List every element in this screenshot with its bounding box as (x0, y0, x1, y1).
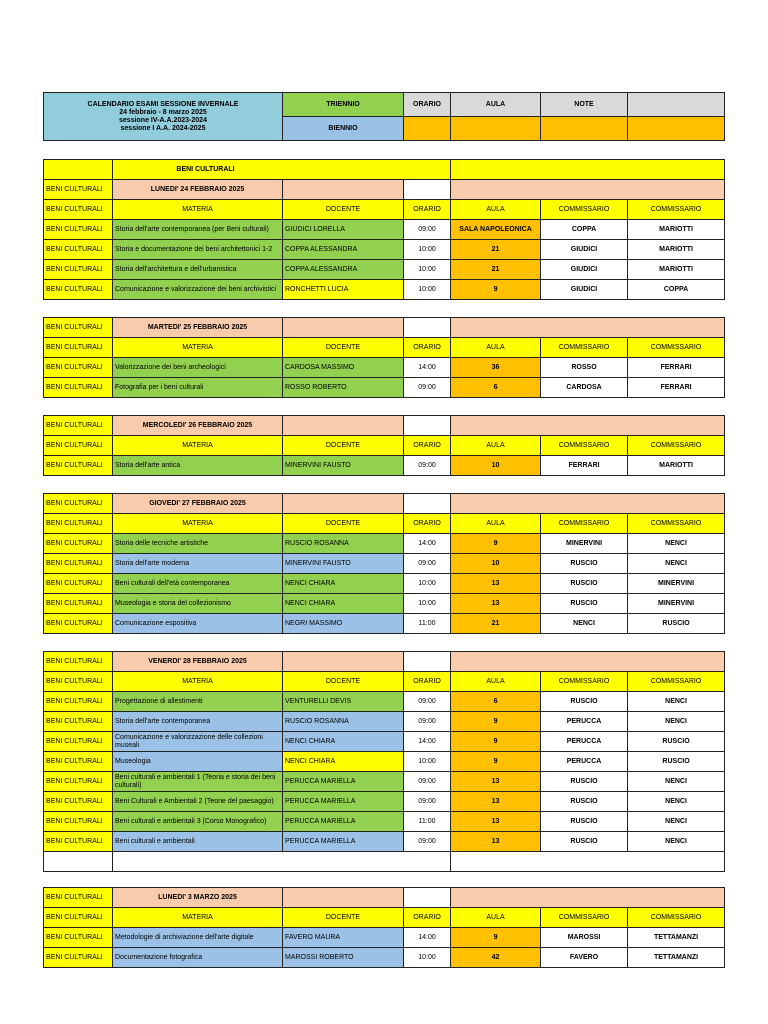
header-blank-cell (628, 93, 725, 117)
day-header-blank (404, 416, 451, 436)
aula-cell: 13 (451, 574, 541, 594)
row-label: BENI CULTURALI (44, 928, 113, 948)
row-label: BENI CULTURALI (44, 456, 113, 476)
aula-header: AULA (451, 514, 541, 534)
docente-cell: NENCI CHIARA (283, 594, 404, 614)
row-label: BENI CULTURALI (44, 240, 113, 260)
aula-cell: 10 (451, 456, 541, 476)
materia-header: MATERIA (113, 338, 283, 358)
day-header-blank (404, 652, 451, 672)
aula-cell: 13 (451, 594, 541, 614)
commissario-cell: MINERVINI (541, 534, 628, 554)
exam-row (44, 260, 725, 280)
docente-cell: COPPA ALESSANDRA (283, 260, 404, 280)
row-label: BENI CULTURALI (44, 358, 113, 378)
commissario-header: COMMISSARIO (541, 200, 628, 220)
aula-header: AULA (451, 436, 541, 456)
orario-cell: 09:00 (404, 554, 451, 574)
blank-cell (113, 852, 451, 872)
aula-cell: 13 (451, 832, 541, 852)
materia-cell: Beni culturali e ambientali (113, 832, 283, 852)
commissario-cell: TETTAMANZI (628, 928, 725, 948)
day-label: BENI CULTURALI (44, 318, 113, 338)
section-title-row (44, 160, 725, 180)
exam-row (44, 220, 725, 240)
materia-cell: Documentazione fotografica (113, 948, 283, 968)
row-label: BENI CULTURALI (44, 220, 113, 240)
title-line-4: sessione I A.A. 2024-2025 (120, 124, 206, 132)
day-header-row (44, 180, 725, 200)
exam-row (44, 752, 725, 772)
orario-cell: 11:00 (404, 812, 451, 832)
commissario-header: COMMISSARIO (628, 672, 725, 692)
row-label: BENI CULTURALI (44, 554, 113, 574)
docente-header: DOCENTE (283, 908, 404, 928)
row-label: BENI CULTURALI (44, 712, 113, 732)
commissario-cell: COPPA (541, 220, 628, 240)
commissario-cell: TETTAMANZI (628, 948, 725, 968)
exam-row (44, 928, 725, 948)
commissario-cell: NENCI (628, 772, 725, 792)
commissario-cell: RUSCIO (541, 812, 628, 832)
orario-header: ORARIO (404, 908, 451, 928)
aula-cell: SALA NAPOLEONICA (451, 220, 541, 240)
docente-header: DOCENTE (283, 338, 404, 358)
row-label: BENI CULTURALI (44, 752, 113, 772)
materia-cell: Museologia e storia del collezionismo (113, 594, 283, 614)
docente-header: DOCENTE (283, 514, 404, 534)
exam-calendar-sheet (43, 92, 724, 968)
aula-cell: 13 (451, 792, 541, 812)
materia-cell: Storia dell'architettura e dell'urbanistica (113, 260, 283, 280)
orario-cell: 09:00 (404, 378, 451, 398)
day-label: BENI CULTURALI (44, 652, 113, 672)
row-label: BENI CULTURALI (44, 594, 113, 614)
day-header-blank (451, 888, 725, 908)
spacer-row (44, 300, 725, 318)
docente-header: DOCENTE (283, 672, 404, 692)
orario-cell: 10:00 (404, 948, 451, 968)
orario-cell: 10:00 (404, 594, 451, 614)
materia-cell: Storia dell'arte contemporanea (per Beni culturali) (113, 220, 283, 240)
docente-cell: COPPA ALESSANDRA (283, 240, 404, 260)
exam-row (44, 358, 725, 378)
row-label: BENI CULTURALI (44, 436, 113, 456)
aula-cell: 21 (451, 240, 541, 260)
docente-cell: ROSSO ROBERTO (283, 378, 404, 398)
aula-header: AULA (451, 93, 541, 117)
orario-header: ORARIO (404, 338, 451, 358)
row-label: BENI CULTURALI (44, 614, 113, 634)
day-date: LUNEDI' 3 MARZO 2025 (113, 888, 283, 908)
day-date: MARTEDI' 25 FEBBRAIO 2025 (113, 318, 283, 338)
commissario-cell: MARIOTTI (628, 240, 725, 260)
aula-header: AULA (451, 200, 541, 220)
orario-header: ORARIO (404, 93, 451, 117)
row-label: BENI CULTURALI (44, 200, 113, 220)
aula-cell: 21 (451, 260, 541, 280)
commissario-cell: RUSCIO (541, 594, 628, 614)
orario-cell: 10:00 (404, 752, 451, 772)
row-label: BENI CULTURALI (44, 672, 113, 692)
section-title: BENI CULTURALI (176, 165, 235, 173)
docente-cell: PERUCCA MARIELLA (283, 832, 404, 852)
docente-header: DOCENTE (283, 436, 404, 456)
orario-cell: 10:00 (404, 260, 451, 280)
day-date: LUNEDI' 24 FEBBRAIO 2025 (113, 180, 283, 200)
aula-cell: 10 (451, 554, 541, 574)
aula-cell: 6 (451, 378, 541, 398)
materia-cell: Comunicazione e valorizzazione dei beni archivistici (113, 280, 283, 300)
commissario-cell: FAVERO (541, 948, 628, 968)
day-header-blank (283, 494, 404, 514)
commissario-cell: FERRARI (628, 358, 725, 378)
blank-cell (44, 852, 113, 872)
docente-cell: FAVERO MAURA (283, 928, 404, 948)
schedule-body (44, 160, 725, 968)
aula-cell: 13 (451, 772, 541, 792)
day-header-blank (451, 652, 725, 672)
triennio-legend: TRIENNIO (283, 93, 404, 117)
commissario-cell: GIUDICI (541, 260, 628, 280)
column-header-row (44, 436, 725, 456)
commissario-cell: NENCI (541, 614, 628, 634)
materia-cell: Fotografia per i beni culturali (113, 378, 283, 398)
commissario-cell: NENCI (628, 832, 725, 852)
commissario-cell: CARDOSA (541, 378, 628, 398)
biennio-legend: BIENNIO (283, 117, 404, 141)
orario-cell: 10:00 (404, 240, 451, 260)
materia-cell: Storia delle tecniche artistiche (113, 534, 283, 554)
spacer-row (44, 872, 725, 888)
aula-header: AULA (451, 338, 541, 358)
blank-cell (451, 852, 725, 872)
orario-header: ORARIO (404, 514, 451, 534)
day-header-row (44, 318, 725, 338)
docente-cell: PERUCCA MARIELLA (283, 792, 404, 812)
materia-header: MATERIA (113, 672, 283, 692)
materia-cell: Comunicazione e valorizzazione delle collezioni museali (113, 732, 283, 752)
aula-cell: 9 (451, 928, 541, 948)
day-label: BENI CULTURALI (44, 180, 113, 200)
commissario-cell: RUSCIO (541, 554, 628, 574)
orario-cell: 09:00 (404, 712, 451, 732)
materia-cell: Comunicazione espositiva (113, 614, 283, 634)
docente-cell: GIUDICI LORELLA (283, 220, 404, 240)
commissario-cell: PERUCCA (541, 712, 628, 732)
docente-cell: RUSCIO ROSANNA (283, 712, 404, 732)
docente-cell: RONCHETTI LUCIA (283, 280, 404, 300)
row-label: BENI CULTURALI (44, 260, 113, 280)
commissario-header: COMMISSARIO (541, 908, 628, 928)
note-header: NOTE (541, 93, 628, 117)
aula-cell: 42 (451, 948, 541, 968)
commissario-cell: RUSCIO (541, 574, 628, 594)
day-header-row (44, 652, 725, 672)
exam-row (44, 792, 725, 812)
row-label: BENI CULTURALI (44, 574, 113, 594)
commissario-cell: RUSCIO (628, 732, 725, 752)
row-label: BENI CULTURALI (44, 514, 113, 534)
materia-header: MATERIA (113, 514, 283, 534)
aula-cell: 6 (451, 692, 541, 712)
commissario-cell: NENCI (628, 792, 725, 812)
commissario-cell: PERUCCA (541, 732, 628, 752)
header-orange-cell (451, 117, 541, 141)
spacer-row (44, 398, 725, 416)
materia-cell: Valorizzazione dei beni archeologici (113, 358, 283, 378)
commissario-cell: RUSCIO (541, 832, 628, 852)
calendar-title (44, 93, 283, 141)
aula-header: AULA (451, 672, 541, 692)
commissario-cell: GIUDICI (541, 280, 628, 300)
materia-cell: Storia dell'arte contemporanea (113, 712, 283, 732)
commissario-cell: GIUDICI (541, 240, 628, 260)
day-header-row (44, 888, 725, 908)
column-header-row (44, 672, 725, 692)
commissario-header: COMMISSARIO (628, 514, 725, 534)
materia-cell: Beni culturali e ambientali 3 (Corso Monografico) (113, 812, 283, 832)
commissario-cell: MARIOTTI (628, 220, 725, 240)
day-date: GIOVEDI' 27 FEBBRAIO 2025 (113, 494, 283, 514)
materia-cell: Storia e documentazione dei beni architettonici 1-2 (113, 240, 283, 260)
exam-row (44, 732, 725, 752)
docente-cell: NENCI CHIARA (283, 732, 404, 752)
orario-cell: 10:00 (404, 574, 451, 594)
day-header-blank (283, 318, 404, 338)
orario-cell: 09:00 (404, 792, 451, 812)
orario-cell: 14:00 (404, 928, 451, 948)
exam-row (44, 378, 725, 398)
orario-header: ORARIO (404, 436, 451, 456)
column-header-row (44, 338, 725, 358)
aula-header: AULA (451, 908, 541, 928)
materia-cell: Storia dell'arte moderna (113, 554, 283, 574)
commissario-cell: RUSCIO (541, 772, 628, 792)
commissario-cell: MARIOTTI (628, 456, 725, 476)
column-header-row (44, 908, 725, 928)
docente-cell: PERUCCA MARIELLA (283, 772, 404, 792)
column-header-row (44, 514, 725, 534)
exam-row (44, 712, 725, 732)
day-header-blank (404, 180, 451, 200)
commissario-cell: MAROSSI (541, 928, 628, 948)
header-orange-cell (404, 117, 451, 141)
commissario-header: COMMISSARIO (628, 436, 725, 456)
spacer-row (44, 476, 725, 494)
materia-cell: Beni culturali e ambientali 1 (Teoria e storia dei beni culturali) (113, 772, 283, 792)
commissario-cell: PERUCCA (541, 752, 628, 772)
row-label: BENI CULTURALI (44, 832, 113, 852)
materia-header: MATERIA (113, 200, 283, 220)
materia-header: MATERIA (113, 908, 283, 928)
day-header-blank (404, 494, 451, 514)
docente-header: DOCENTE (283, 200, 404, 220)
row-label: BENI CULTURALI (44, 280, 113, 300)
commissario-cell: NENCI (628, 712, 725, 732)
orario-cell: 09:00 (404, 220, 451, 240)
orario-cell: 09:00 (404, 692, 451, 712)
commissario-header: COMMISSARIO (541, 436, 628, 456)
exam-row (44, 554, 725, 574)
docente-cell: PERUCCA MARIELLA (283, 812, 404, 832)
commissario-cell: MARIOTTI (628, 260, 725, 280)
row-label: BENI CULTURALI (44, 692, 113, 712)
commissario-cell: RUSCIO (541, 692, 628, 712)
orario-cell: 09:00 (404, 772, 451, 792)
exam-row (44, 614, 725, 634)
commissario-cell: RUSCIO (541, 792, 628, 812)
aula-cell: 9 (451, 712, 541, 732)
orario-header: ORARIO (404, 672, 451, 692)
materia-cell: Progettazione di allestimenti (113, 692, 283, 712)
orario-cell: 14:00 (404, 534, 451, 554)
materia-cell: Beni Culturali e Ambientali 2 (Teorie del paesaggio) (113, 792, 283, 812)
commissario-header: COMMISSARIO (628, 200, 725, 220)
commissario-cell: FERRARI (541, 456, 628, 476)
aula-cell: 13 (451, 812, 541, 832)
materia-cell: Storia dell'arte antica (113, 456, 283, 476)
header-orange-cell (628, 117, 725, 141)
orario-cell: 09:00 (404, 832, 451, 852)
commissario-header: COMMISSARIO (628, 908, 725, 928)
orario-cell: 14:00 (404, 358, 451, 378)
exam-row (44, 574, 725, 594)
row-label: BENI CULTURALI (44, 812, 113, 832)
exam-row (44, 948, 725, 968)
aula-cell: 9 (451, 280, 541, 300)
day-header-blank (283, 888, 404, 908)
exam-row (44, 832, 725, 852)
day-header-blank (404, 888, 451, 908)
commissario-cell: RUSCIO (628, 752, 725, 772)
docente-cell: MAROSSI ROBERTO (283, 948, 404, 968)
commissario-header: COMMISSARIO (541, 672, 628, 692)
day-header-row (44, 416, 725, 436)
aula-cell: 21 (451, 614, 541, 634)
docente-cell: NENCI CHIARA (283, 574, 404, 594)
day-header-row (44, 494, 725, 514)
docente-cell: CARDOSA MASSIMO (283, 358, 404, 378)
title-line-3: sessione IV-A.A.2023-2024 (119, 116, 207, 124)
commissario-cell: NENCI (628, 534, 725, 554)
aula-cell: 9 (451, 752, 541, 772)
day-label: BENI CULTURALI (44, 888, 113, 908)
commissario-cell: FERRARI (628, 378, 725, 398)
day-label: BENI CULTURALI (44, 416, 113, 436)
materia-cell: Beni culturali dell'età contemporanea (113, 574, 283, 594)
orario-header: ORARIO (404, 200, 451, 220)
docente-cell: MINERVINI FAUSTO (283, 456, 404, 476)
commissario-cell: MINERVINI (628, 574, 725, 594)
commissario-header: COMMISSARIO (541, 338, 628, 358)
day-date: MERCOLEDI' 26 FEBBRAIO 2025 (113, 416, 283, 436)
day-header-blank (283, 416, 404, 436)
commissario-cell: MINERVINI (628, 594, 725, 614)
row-label: BENI CULTURALI (44, 338, 113, 358)
docente-cell: VENTURELLI DEVIS (283, 692, 404, 712)
materia-cell: Museologia (113, 752, 283, 772)
row-label: BENI CULTURALI (44, 732, 113, 752)
exam-row (44, 692, 725, 712)
schedule-table (43, 159, 725, 968)
exam-row (44, 280, 725, 300)
docente-cell: MINERVINI FAUSTO (283, 554, 404, 574)
commissario-cell: ROSSO (541, 358, 628, 378)
column-header-row (44, 200, 725, 220)
exam-row (44, 772, 725, 792)
aula-cell: 9 (451, 732, 541, 752)
commissario-cell: RUSCIO (628, 614, 725, 634)
materia-cell: Metodologie di archiviazione dell'arte digitale (113, 928, 283, 948)
orario-cell: 10:00 (404, 280, 451, 300)
title-line-2: 24 febbraio - 8 marzo 2025 (119, 108, 207, 116)
row-label: BENI CULTURALI (44, 792, 113, 812)
day-header-blank (283, 652, 404, 672)
day-header-blank (404, 318, 451, 338)
row-label: BENI CULTURALI (44, 772, 113, 792)
day-header-blank (451, 318, 725, 338)
docente-cell: NENCI CHIARA (283, 752, 404, 772)
exam-row (44, 594, 725, 614)
exam-row (44, 534, 725, 554)
title-line-1: CALENDARIO ESAMI SESSIONE INVERNALE (87, 100, 239, 108)
commissario-cell: NENCI (628, 812, 725, 832)
exam-row (44, 812, 725, 832)
day-header-blank (283, 180, 404, 200)
row-label: BENI CULTURALI (44, 908, 113, 928)
exam-row (44, 456, 725, 476)
row-label: BENI CULTURALI (44, 378, 113, 398)
orario-cell: 09:00 (404, 456, 451, 476)
day-header-blank (451, 180, 725, 200)
day-date: VENERDI' 28 FEBBRAIO 2025 (113, 652, 283, 672)
aula-cell: 36 (451, 358, 541, 378)
docente-cell: RUSCIO ROSANNA (283, 534, 404, 554)
commissario-cell: NENCI (628, 692, 725, 712)
commissario-header: COMMISSARIO (541, 514, 628, 534)
header-orange-cell (541, 117, 628, 141)
docente-cell: NEGRI MASSIMO (283, 614, 404, 634)
commissario-header: COMMISSARIO (628, 338, 725, 358)
row-label: BENI CULTURALI (44, 534, 113, 554)
materia-header: MATERIA (113, 436, 283, 456)
commissario-cell: COPPA (628, 280, 725, 300)
header-table (43, 92, 725, 141)
orario-cell: 11:00 (404, 614, 451, 634)
commissario-cell: NENCI (628, 554, 725, 574)
day-header-blank (451, 416, 725, 436)
day-label: BENI CULTURALI (44, 494, 113, 514)
day-header-blank (451, 494, 725, 514)
spacer-row (44, 634, 725, 652)
orario-cell: 14:00 (404, 732, 451, 752)
row-label: BENI CULTURALI (44, 948, 113, 968)
aula-cell: 9 (451, 534, 541, 554)
exam-row (44, 240, 725, 260)
blank-row (44, 852, 725, 872)
